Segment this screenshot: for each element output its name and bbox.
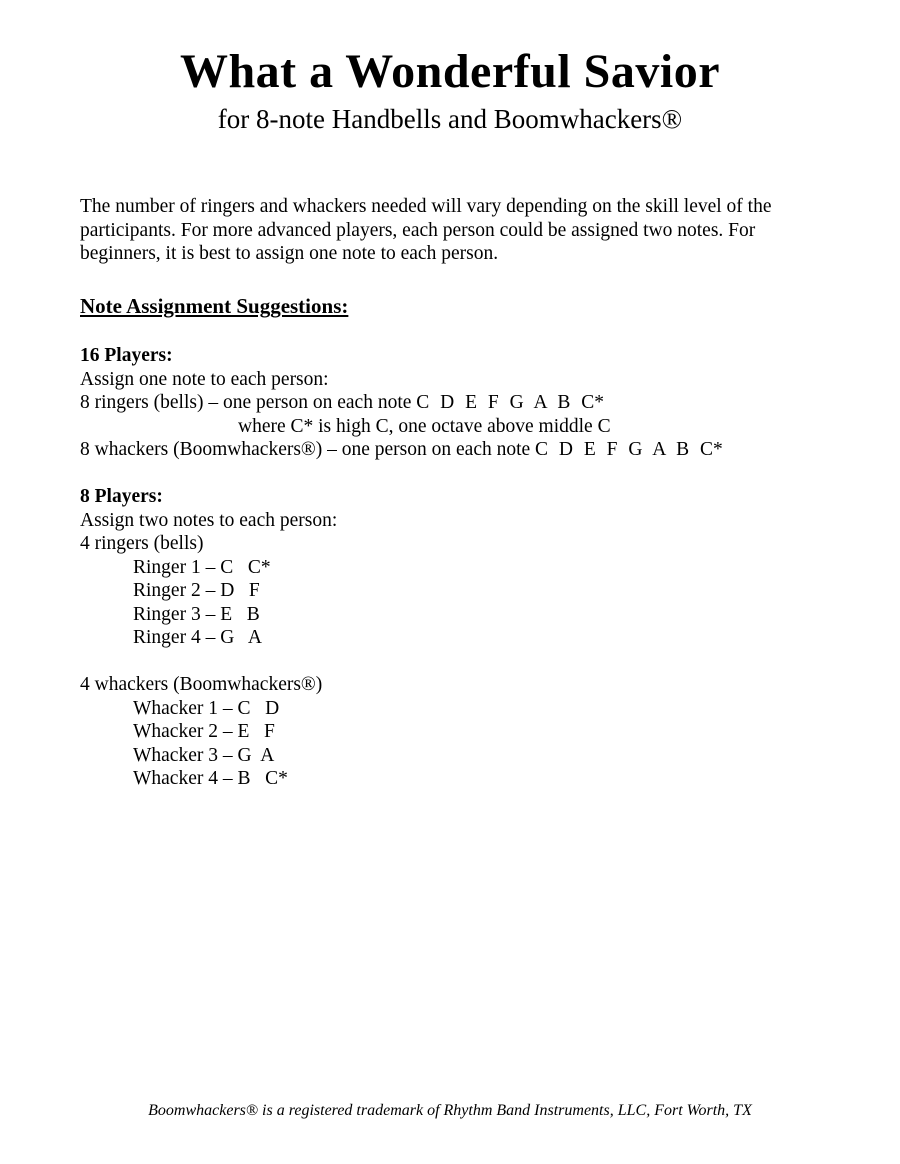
ringer-assignment: Ringer 3 – E B bbox=[133, 603, 260, 625]
sixteen-ringers-prefix: 8 ringers (bells) – one person on each note bbox=[80, 392, 412, 413]
eight-players-instruction: Assign two notes to each person: bbox=[80, 509, 338, 531]
sixteen-whackers-notes: C D E F G A B C* bbox=[535, 439, 723, 460]
spacer bbox=[80, 650, 337, 674]
page-subtitle: for 8-note Handbells and Boomwhackers® bbox=[217, 104, 683, 134]
high-c-explanation: where C* is high C, one octave above middle C bbox=[238, 415, 611, 437]
page-title: What a Wonderful Savior bbox=[179, 45, 720, 98]
sixteen-ringers-line bbox=[80, 391, 723, 415]
trademark-footer: Boomwhackers® is a registered trademark of Rhythm Band Instruments, LLC, Fort Worth, TX bbox=[148, 1102, 752, 1119]
sixteen-whackers-line bbox=[80, 438, 723, 462]
sixteen-players-heading: 16 Players: bbox=[80, 345, 173, 366]
section-heading: Note Assignment Suggestions: bbox=[80, 294, 349, 318]
sixteen-players-instruction: Assign one note to each person: bbox=[80, 368, 329, 390]
eight-players-heading: 8 Players: bbox=[80, 486, 163, 507]
ringer-assignment: Ringer 4 – G A bbox=[133, 627, 262, 648]
whacker-assignment: Whacker 2 – E F bbox=[133, 721, 275, 742]
ringers-label: 4 ringers (bells) bbox=[80, 533, 204, 554]
ringer-assignment: Ringer 2 – D F bbox=[133, 580, 260, 601]
intro-line: beginners, it is best to assign one note to each person. bbox=[80, 243, 499, 264]
sixteen-whackers-prefix: 8 whackers (Boomwhackers®) – one person on each note bbox=[80, 439, 531, 460]
whackers-label: 4 whackers (Boomwhackers®) bbox=[80, 674, 323, 695]
sixteen-ringers-notes: C D E F G A B C* bbox=[416, 392, 605, 413]
eight-players-section bbox=[80, 485, 337, 791]
intro-paragraph bbox=[80, 195, 825, 266]
intro-line: The number of ringers and whackers needed will vary depending on the skill level of the bbox=[80, 196, 772, 217]
intro-line: participants. For more advanced players, each person could be assigned two notes. For bbox=[80, 219, 756, 241]
whacker-assignment: Whacker 1 – C D bbox=[133, 697, 280, 719]
ringer-assignment: Ringer 1 – C C* bbox=[133, 556, 271, 578]
whacker-assignment: Whacker 3 – G A bbox=[133, 744, 275, 766]
whacker-assignment: Whacker 4 – B C* bbox=[133, 768, 288, 789]
sixteen-players-section bbox=[80, 344, 723, 462]
